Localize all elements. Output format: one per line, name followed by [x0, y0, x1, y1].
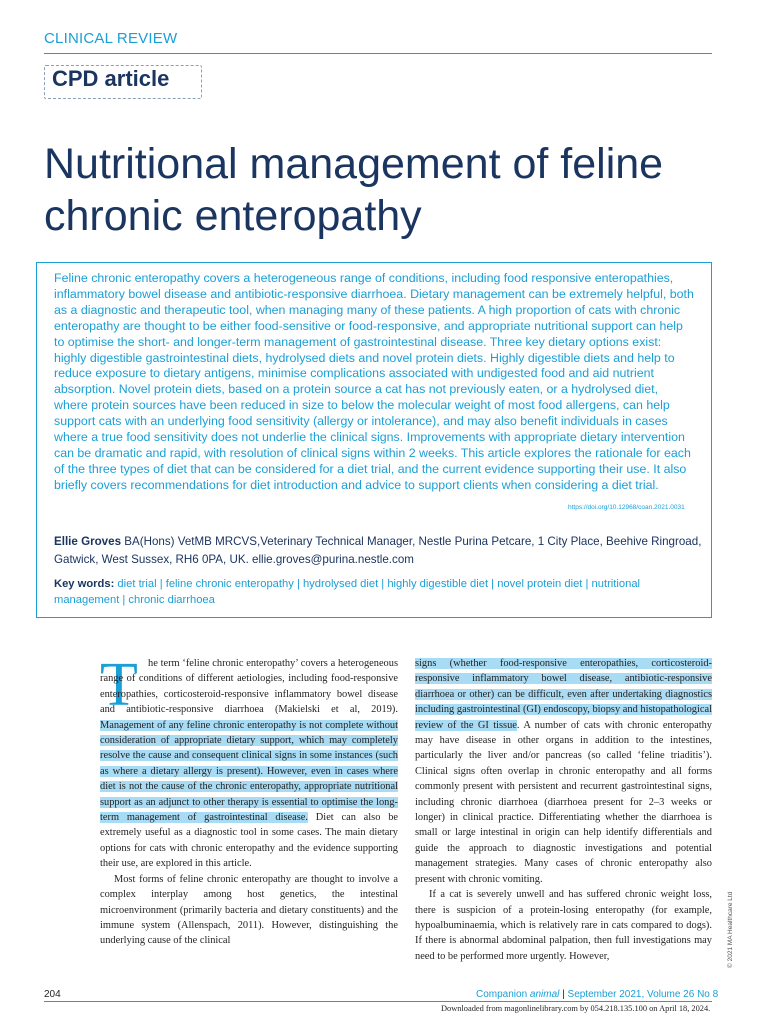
keywords-list: diet trial | feline chronic enteropathy | hydrolysed diet | highly digestible diet | novel protein diet | nutritional management | chronic diarrhoea: [54, 578, 641, 606]
body-paragraph: If a cat is severely unwell and has suffered chronic weight loss, there is suspicion of a protein-losing enteropathy (for example, hypoalbuminaemia, which is relatively rare in cats compared to dogs). If there is abnormal abdominal palpation, then full investigations may need to be performed more urgently. However,: [415, 889, 712, 962]
article-title: Nutritional management of feline chronic enteropathy: [44, 140, 664, 240]
download-note: Downloaded from magonlinelibrary.com by 054.218.135.100 on April 18, 2024.: [441, 1004, 711, 1013]
body-column-right: [415, 656, 712, 964]
section-divider: [44, 53, 712, 54]
footer-separator: |: [559, 989, 568, 1000]
journal-issue: September 2021, Volume 26 No 8: [567, 989, 719, 1000]
body-column-left: [100, 651, 399, 949]
keywords-label: Key words:: [54, 578, 115, 590]
journal-name-part1: Companion: [476, 989, 530, 1000]
author-name: Ellie Groves: [54, 535, 122, 548]
highlighted-text: signs (whether food-responsive enteropathies, corticosteroid-responsive inflammatory bowel disease, antibiotic-responsive diarrhoea or other) can be difficult, even after undertaking diagnostics including gastrointestinal (GI) endoscopy, biopsy and histopathological review of the GI tissue: [415, 658, 712, 731]
copyright-note: © 2021 MA Healthcare Ltd: [727, 891, 734, 968]
footer-divider: [44, 1001, 712, 1002]
cpd-badge-label: CPD article: [52, 66, 170, 91]
abstract-text: Feline chronic enteropathy covers a heterogeneous range of conditions, including food responsive enteropathies, inflammatory bowel disease and antibiotic-responsive diarrhoea. Dietary management can be extremely helpful, both as a diagnostic and therapeutic tool, when managing many of these patients. A high proportion of cats with chronic enteropathy are thought to be either food-sensitive or food-responsive, and appropriate nutritional support can help to optimise the short- and longer-term management of gastrointestinal disease. Three key dietary options exist: highly digestible gastrointestinal diets, hydrolysed diets and novel protein diets. Highly digestible diets and help to reduce exposure to dietary antigens, minimise complications associated with undigested food and aid nutrient absorption. Novel protein diets, based on a protein source a cat has not previously eaten, or a hydrolysed diet, where protein sources have been reduced in size to below the molecular weight of most food allergens, can help support cats with an underlying food sensitivity (allergy or intolerance), and may also benefit individuals in cases where a true food sensitivity does not underlie the clinical signs. Improvements with appropriate dietary intervention can be dramatic and rapid, with resolution of clinical signs within 2 weeks. This article explores the rationale for each of the three types of diet that can be considered for a diet trial, and the current evidence supporting their use. It also briefly covers recommendations for diet introduction and advice to support clients when considering a diet trial.: [54, 271, 694, 492]
body-paragraph: [415, 656, 712, 887]
author-info: [54, 533, 704, 568]
body-paragraph: [100, 651, 399, 872]
body-text: . A number of cats with chronic enteropathy may have disease in other organs in addition to the intestines, particularly the liver and/or pancreas (so called ‘feline triaditis’). Clinical signs often overlap in chronic enteropathy and all forms commonly present with persistent and recurrent gastrointestinal signs, including chronic diarrhoea (diarrhoea present for 2–3 weeks or longer) in clinical practice. Differentiating whether the diarrhoea is small or large intestinal in origin can help identify differentials and guide the approach to diagnostic investigations and potential management strategies. Many cases of chronic enteropathy also present with chronic vomiting.: [415, 719, 712, 885]
keywords: [54, 577, 704, 608]
journal-name-part2: animal: [529, 989, 560, 1000]
drop-cap: T: [100, 651, 138, 719]
page-number: 204: [44, 989, 61, 1000]
author-details: BA(Hons) VetMB MRCVS,Veterinary Technical Manager, Nestle Purina Petcare, 1 City Place, Beehive Ringroad, Gatwick, West Sussex, RH6 0PA, UK. ellie.groves@purina.nestle.com: [54, 535, 702, 566]
body-text: Diet can also be extremely useful as a diagnostic tool in some cases. The main dietary options for cats with chronic enteropathy and the evidence supporting their use, are explored in this article.: [100, 812, 399, 870]
body-paragraph: Most forms of feline chronic enteropathy are thought to involve a complex interplay among host genetics, the intestinal microenvironment (primarily bacteria and dietary constituents) and the immune system (Allenspach, 2011). However, distinguishing the underlying cause of the clinical: [100, 873, 398, 947]
section-label: CLINICAL REVIEW: [44, 30, 178, 47]
highlighted-text: Management of any feline chronic enteropathy is not complete without consideration of appropriate dietary support, which may completely resolve the cause and consequent clinical signs in some instances (such as where a dietary allergy is present). However, even in cases where diet is not the cause of the chronic enteropathy, appropriate nutritional support as an adjunct to other therapy is essential to optimise the long-term management of gastrointestinal disease.: [100, 719, 398, 824]
journal-footer: [476, 989, 718, 1000]
body-text: he term ‘feline chronic enteropathy’ covers a heterogeneous range of conditions of different aetiologies, including food-responsive enteropathies, corticosteroid-responsive inflammatory bowel disease and antibiotic-responsive diarrhoea (Makielski et al, 2019).: [100, 658, 398, 716]
doi-link[interactable]: https://doi.org/10.12968/coan.2021.0031: [568, 504, 685, 511]
